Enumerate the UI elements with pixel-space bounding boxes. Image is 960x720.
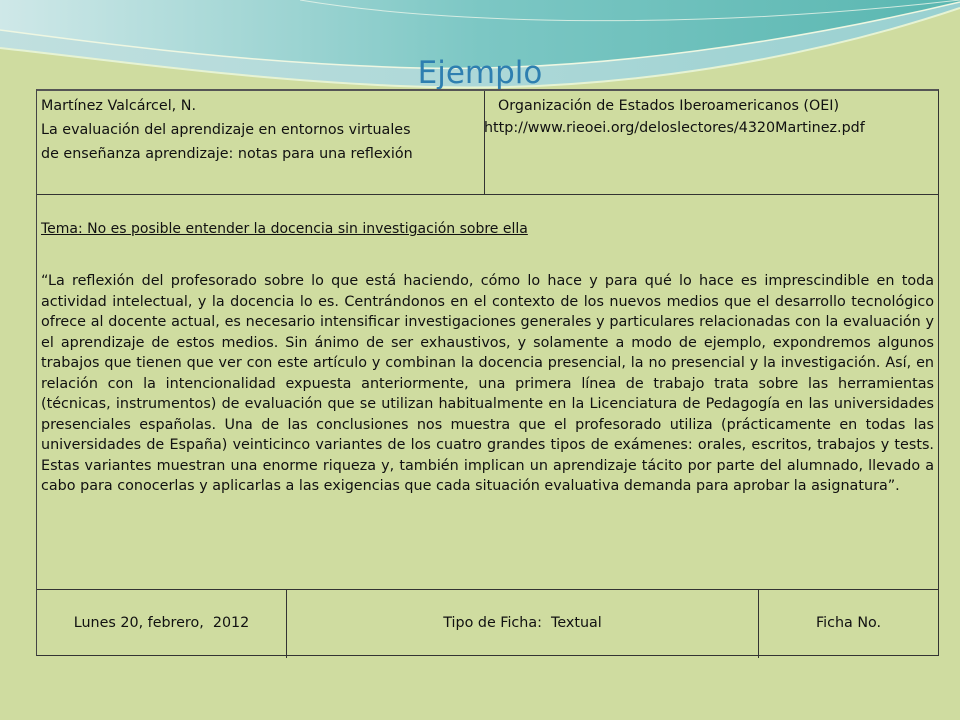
header-divider-horizontal bbox=[37, 194, 938, 195]
card-number-cell bbox=[759, 589, 938, 657]
bibliographic-card bbox=[36, 89, 939, 656]
source-url: http://www.rieoei.org/deloslectores/4320Martinez.pdf bbox=[484, 120, 865, 136]
slide-title: Ejemplo bbox=[417, 55, 543, 91]
card-type-label: Tipo de Ficha: Textual bbox=[443, 615, 602, 631]
work-title-line-1: La evaluación del aprendizaje en entornos virtuales bbox=[41, 122, 411, 138]
date-label: Lunes 20, febrero, 2012 bbox=[73, 615, 250, 631]
card-type-cell bbox=[287, 589, 758, 657]
organization-name: Organización de Estados Iberoamericanos (OEI) bbox=[498, 98, 840, 114]
author-name: Martínez Valcárcel, N. bbox=[41, 98, 197, 114]
author-cell bbox=[41, 94, 481, 166]
date-cell bbox=[37, 589, 286, 657]
card-number-label: Ficha No. bbox=[815, 615, 882, 631]
quote-text: “La reflexión del profesorado sobre lo que está haciendo, cómo lo hace y para qué lo hace es imprescindible en toda actividad intelectual, y la docencia lo es. Centrándonos en el contexto de los nuevos medios que el desarrollo tecnológico ofrece al docente actual, es necesario intensificar investigaciones generales y particulares relacionadas con la evaluación y el aprendizaje de estos medios. Sin ánimo de ser exhaustivos, y solamente a modo de ejemplo, expondremos algunos trabajos que tienen que ver con este artículo y combinan la docencia presencial, la no presencial y la investigación. Así, en relación con la intencionalidad expuesta anteriormente, una primera línea de trabajo trata sobre las herramientas (técnicas, instrumentos) de evaluación que se utilizan habitualmente en la Licenciatura de Pedagogía en las universidades presenciales españolas. Una de las conclusiones nos muestra que el profesorado utiliza (prácticamente en todas las universidades de España) veinticinco variantes de los cuatro grandes tipos de exámenes: orales, escritos, trabajos y tests. Estas variantes muestran una enorme riqueza y, también implican un aprendizaje tácito por parte del alumnado, llevado a cabo para conocerlas y aplicarlas a las exigencias que cada situación evaluativa demanda para aprobar la asignatura”. bbox=[41, 273, 934, 494]
theme-heading: Tema: No es posible entender la docencia sin investigación sobre ella bbox=[41, 221, 528, 237]
work-title-line-2: de enseñanza aprendizaje: notas para una reflexión bbox=[41, 146, 413, 162]
source-cell bbox=[484, 94, 936, 139]
